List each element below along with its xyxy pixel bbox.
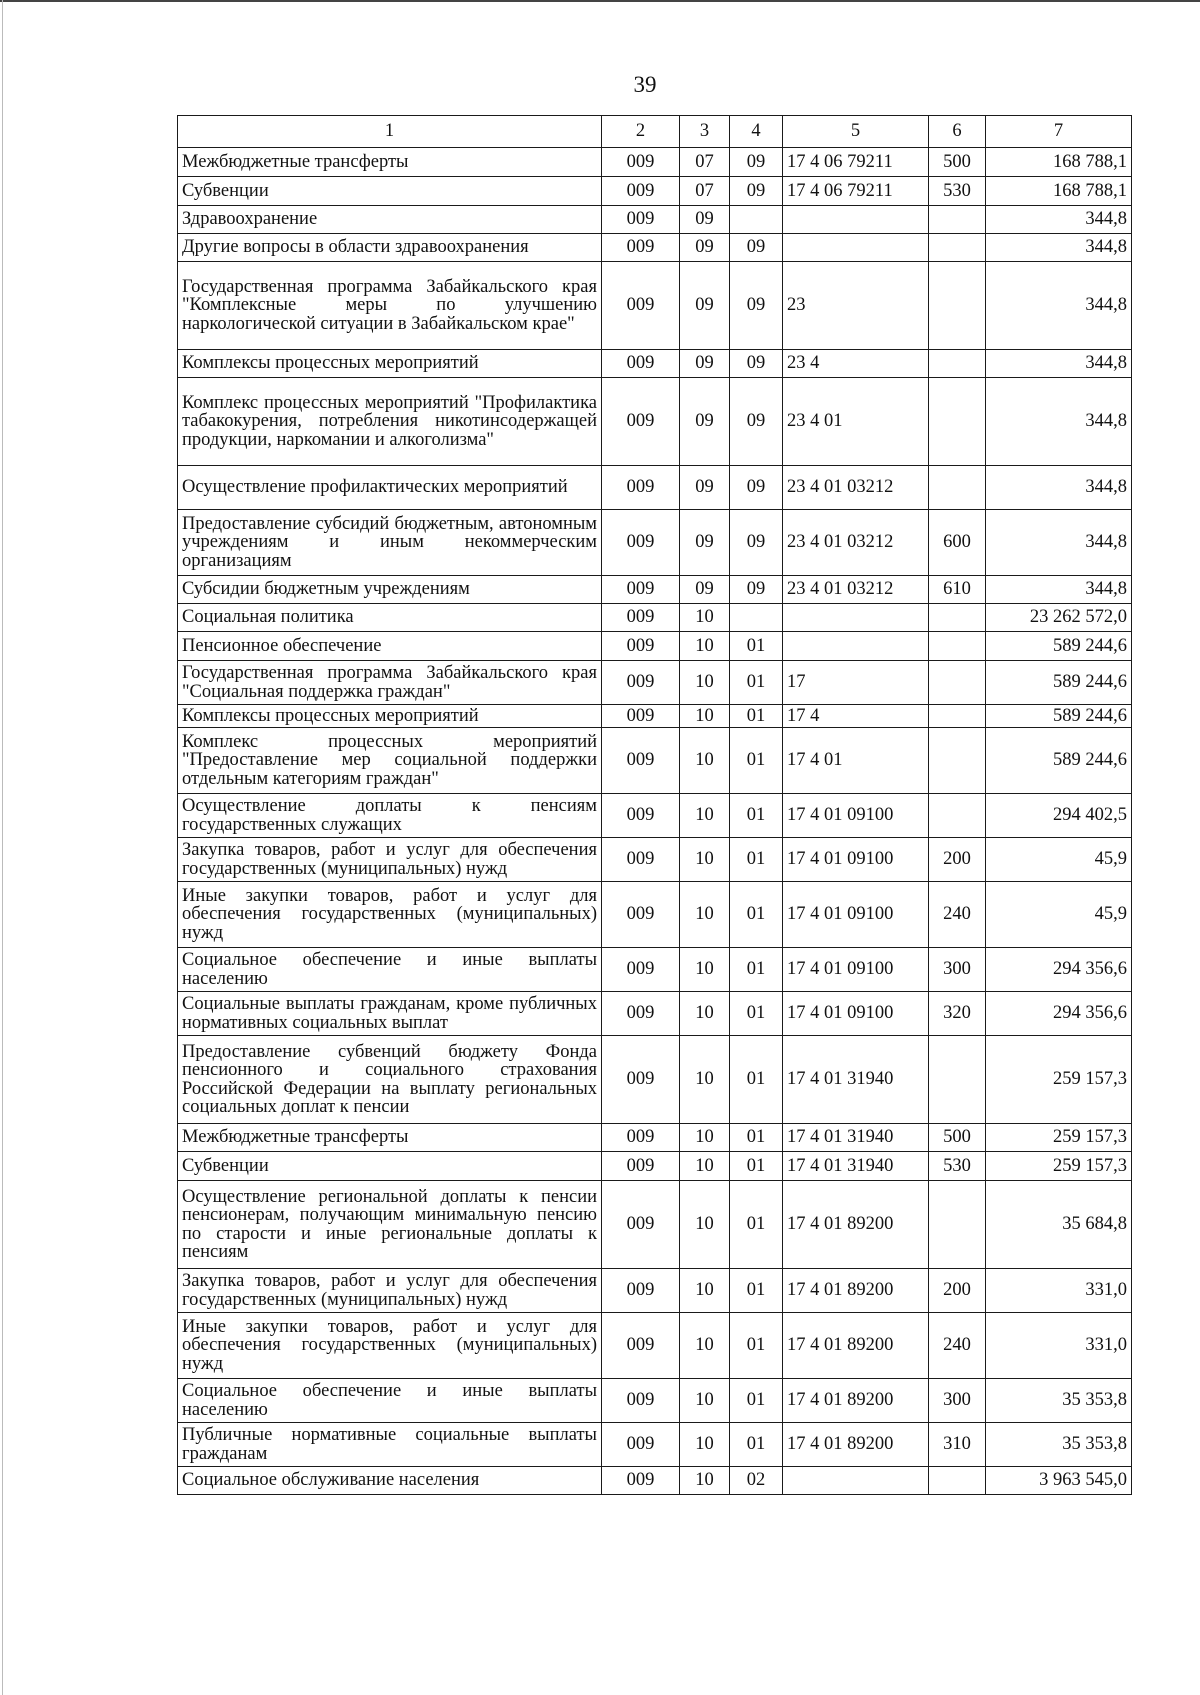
table-row <box>178 604 1132 632</box>
row-target-article-cell: 17 4 01 89200 <box>783 1181 929 1269</box>
table-row <box>178 838 1132 882</box>
row-amount-cell: 45,9 <box>986 838 1132 882</box>
table-row <box>178 705 1132 728</box>
row-target-article-cell: 17 4 01 89200 <box>783 1313 929 1379</box>
row-expense-type-cell: 310 <box>929 1423 986 1467</box>
row-target-article-cell: 17 4 01 09100 <box>783 992 929 1036</box>
row-amount-cell: 344,8 <box>986 234 1132 262</box>
row-amount-cell: 344,8 <box>986 350 1132 378</box>
row-admin-code-cell: 009 <box>602 1152 680 1181</box>
row-subsection-cell: 09 <box>730 234 783 262</box>
table-row <box>178 1379 1132 1423</box>
row-section-cell: 10 <box>680 1379 730 1423</box>
row-subsection-cell: 01 <box>730 1036 783 1124</box>
table-row <box>178 1269 1132 1313</box>
row-subsection-cell: 01 <box>730 1423 783 1467</box>
row-amount-cell: 35 684,8 <box>986 1181 1132 1269</box>
row-amount-cell: 344,8 <box>986 378 1132 466</box>
row-target-article-cell: 23 4 01 03212 <box>783 576 929 604</box>
row-subsection-cell: 01 <box>730 1152 783 1181</box>
scan-left-edge <box>2 0 3 1695</box>
row-name-cell: Комплекс процессных мероприятий "Профилактика табакокурения, потребления никотинсодержащей продукции, наркомании и алкоголизма" <box>178 378 602 466</box>
row-name-cell: Социальные выплаты гражданам, кроме публичных нормативных социальных выплат <box>178 992 602 1036</box>
row-admin-code-cell: 009 <box>602 350 680 378</box>
row-amount-cell: 331,0 <box>986 1313 1132 1379</box>
row-expense-type-cell: 200 <box>929 1269 986 1313</box>
row-admin-code-cell: 009 <box>602 510 680 576</box>
row-expense-type-cell: 240 <box>929 1313 986 1379</box>
row-amount-cell: 259 157,3 <box>986 1036 1132 1124</box>
column-header-3: 3 <box>680 116 730 148</box>
row-name-cell: Предоставление субсидий бюджетным, автономным учреждениям и иным некоммерческим организациям <box>178 510 602 576</box>
table-body <box>178 148 1132 1495</box>
row-section-cell: 10 <box>680 632 730 661</box>
row-target-article-cell: 17 <box>783 661 929 705</box>
row-name-cell: Социальная политика <box>178 604 602 632</box>
row-section-cell: 07 <box>680 148 730 177</box>
row-amount-cell: 344,8 <box>986 510 1132 576</box>
header-row <box>178 116 1132 148</box>
row-section-cell: 10 <box>680 728 730 794</box>
row-section-cell: 09 <box>680 262 730 350</box>
row-expense-type-cell: 500 <box>929 1124 986 1152</box>
row-admin-code-cell: 009 <box>602 838 680 882</box>
row-section-cell: 10 <box>680 1423 730 1467</box>
row-expense-type-cell <box>929 350 986 378</box>
row-admin-code-cell: 009 <box>602 1467 680 1495</box>
row-admin-code-cell: 009 <box>602 604 680 632</box>
row-amount-cell: 259 157,3 <box>986 1152 1132 1181</box>
row-expense-type-cell <box>929 1467 986 1495</box>
row-name-cell: Межбюджетные трансферты <box>178 1124 602 1152</box>
row-section-cell: 10 <box>680 604 730 632</box>
row-amount-cell: 344,8 <box>986 206 1132 234</box>
row-target-article-cell: 23 4 01 03212 <box>783 510 929 576</box>
row-name-cell: Государственная программа Забайкальского края "Комплексные меры по улучшению наркологической ситуации в Забайкальском крае" <box>178 262 602 350</box>
row-expense-type-cell <box>929 1036 986 1124</box>
row-admin-code-cell: 009 <box>602 1423 680 1467</box>
row-target-article-cell: 17 4 01 89200 <box>783 1423 929 1467</box>
row-admin-code-cell: 009 <box>602 234 680 262</box>
row-amount-cell: 294 402,5 <box>986 794 1132 838</box>
row-expense-type-cell <box>929 1181 986 1269</box>
row-subsection-cell: 01 <box>730 1124 783 1152</box>
row-section-cell: 09 <box>680 206 730 234</box>
row-section-cell: 10 <box>680 1152 730 1181</box>
row-target-article-cell: 23 4 01 03212 <box>783 466 929 510</box>
row-subsection-cell: 09 <box>730 177 783 206</box>
column-header-7: 7 <box>986 116 1132 148</box>
table-row <box>178 350 1132 378</box>
row-subsection-cell: 01 <box>730 1379 783 1423</box>
row-expense-type-cell: 300 <box>929 948 986 992</box>
row-section-cell: 10 <box>680 661 730 705</box>
row-subsection-cell: 01 <box>730 632 783 661</box>
row-name-cell: Осуществление региональной доплаты к пенсии пенсионерам, получающим минимальную пенсию по старости и иные региональные доплаты к пенсиям <box>178 1181 602 1269</box>
table-row <box>178 148 1132 177</box>
row-expense-type-cell <box>929 632 986 661</box>
column-header-5: 5 <box>783 116 929 148</box>
row-section-cell: 10 <box>680 882 730 948</box>
row-expense-type-cell: 610 <box>929 576 986 604</box>
row-target-article-cell: 17 4 01 09100 <box>783 882 929 948</box>
row-admin-code-cell: 009 <box>602 1269 680 1313</box>
row-section-cell: 10 <box>680 1269 730 1313</box>
table-row <box>178 206 1132 234</box>
row-subsection-cell: 01 <box>730 1181 783 1269</box>
table-row <box>178 992 1132 1036</box>
row-expense-type-cell: 320 <box>929 992 986 1036</box>
row-target-article-cell: 23 4 <box>783 350 929 378</box>
row-subsection-cell: 01 <box>730 882 783 948</box>
row-amount-cell: 294 356,6 <box>986 948 1132 992</box>
row-target-article-cell: 17 4 <box>783 705 929 728</box>
row-target-article-cell: 17 4 01 <box>783 728 929 794</box>
row-expense-type-cell <box>929 794 986 838</box>
row-admin-code-cell: 009 <box>602 1313 680 1379</box>
column-header-4: 4 <box>730 116 783 148</box>
row-subsection-cell: 09 <box>730 576 783 604</box>
column-header-1: 1 <box>178 116 602 148</box>
row-subsection-cell: 02 <box>730 1467 783 1495</box>
row-name-cell: Субвенции <box>178 177 602 206</box>
table-row <box>178 1124 1132 1152</box>
column-header-6: 6 <box>929 116 986 148</box>
row-subsection-cell: 09 <box>730 148 783 177</box>
row-section-cell: 09 <box>680 510 730 576</box>
table-row <box>178 466 1132 510</box>
row-subsection-cell: 01 <box>730 705 783 728</box>
row-target-article-cell: 17 4 06 79211 <box>783 148 929 177</box>
row-amount-cell: 35 353,8 <box>986 1379 1132 1423</box>
row-name-cell: Государственная программа Забайкальского края "Социальная поддержка граждан" <box>178 661 602 705</box>
table-row <box>178 1181 1132 1269</box>
row-section-cell: 07 <box>680 177 730 206</box>
row-name-cell: Иные закупки товаров, работ и услуг для обеспечения государственных (муниципальных) нужд <box>178 1313 602 1379</box>
row-subsection-cell: 01 <box>730 794 783 838</box>
row-subsection-cell: 01 <box>730 728 783 794</box>
row-admin-code-cell: 009 <box>602 728 680 794</box>
row-subsection-cell: 09 <box>730 510 783 576</box>
row-admin-code-cell: 009 <box>602 148 680 177</box>
table-row <box>178 1036 1132 1124</box>
row-expense-type-cell <box>929 661 986 705</box>
column-header-2: 2 <box>602 116 680 148</box>
row-subsection-cell: 09 <box>730 262 783 350</box>
row-name-cell: Закупка товаров, работ и услуг для обеспечения государственных (муниципальных) нужд <box>178 1269 602 1313</box>
row-expense-type-cell: 500 <box>929 148 986 177</box>
row-amount-cell: 23 262 572,0 <box>986 604 1132 632</box>
row-name-cell: Комплексы процессных мероприятий <box>178 350 602 378</box>
row-name-cell: Комплексы процессных мероприятий <box>178 705 602 728</box>
row-name-cell: Субвенции <box>178 1152 602 1181</box>
row-expense-type-cell: 240 <box>929 882 986 948</box>
table-row <box>178 948 1132 992</box>
row-target-article-cell: 17 4 01 31940 <box>783 1152 929 1181</box>
row-target-article-cell: 17 4 01 31940 <box>783 1036 929 1124</box>
row-section-cell: 10 <box>680 1124 730 1152</box>
scan-top-edge <box>0 0 1200 2</box>
table-row <box>178 234 1132 262</box>
row-admin-code-cell: 009 <box>602 262 680 350</box>
row-section-cell: 10 <box>680 992 730 1036</box>
row-section-cell: 10 <box>680 838 730 882</box>
row-subsection-cell: 09 <box>730 350 783 378</box>
row-admin-code-cell: 009 <box>602 882 680 948</box>
row-expense-type-cell: 530 <box>929 1152 986 1181</box>
table-row <box>178 661 1132 705</box>
row-section-cell: 09 <box>680 576 730 604</box>
row-section-cell: 10 <box>680 1313 730 1379</box>
row-expense-type-cell <box>929 378 986 466</box>
row-amount-cell: 35 353,8 <box>986 1423 1132 1467</box>
row-admin-code-cell: 009 <box>602 632 680 661</box>
row-subsection-cell: 01 <box>730 992 783 1036</box>
row-target-article-cell <box>783 632 929 661</box>
row-name-cell: Иные закупки товаров, работ и услуг для обеспечения государственных (муниципальных) нужд <box>178 882 602 948</box>
row-subsection-cell <box>730 604 783 632</box>
row-section-cell: 09 <box>680 378 730 466</box>
row-subsection-cell: 01 <box>730 838 783 882</box>
row-amount-cell: 589 244,6 <box>986 728 1132 794</box>
row-subsection-cell: 09 <box>730 466 783 510</box>
page-number: 39 <box>633 72 657 97</box>
row-name-cell: Социальное обеспечение и иные выплаты населению <box>178 1379 602 1423</box>
row-target-article-cell: 23 <box>783 262 929 350</box>
row-expense-type-cell <box>929 728 986 794</box>
row-name-cell: Здравоохранение <box>178 206 602 234</box>
row-section-cell: 10 <box>680 1181 730 1269</box>
row-section-cell: 10 <box>680 794 730 838</box>
row-section-cell: 10 <box>680 948 730 992</box>
row-name-cell: Закупка товаров, работ и услуг для обеспечения государственных (муниципальных) нужд <box>178 838 602 882</box>
row-subsection-cell: 01 <box>730 1313 783 1379</box>
row-amount-cell: 168 788,1 <box>986 177 1132 206</box>
row-admin-code-cell: 009 <box>602 206 680 234</box>
row-subsection-cell: 01 <box>730 661 783 705</box>
row-section-cell: 10 <box>680 1467 730 1495</box>
row-admin-code-cell: 009 <box>602 466 680 510</box>
row-amount-cell: 344,8 <box>986 262 1132 350</box>
row-name-cell: Комплекс процессных мероприятий "Предоставление мер социальной поддержки отдельным категориям граждан" <box>178 728 602 794</box>
table-row <box>178 1313 1132 1379</box>
row-section-cell: 10 <box>680 705 730 728</box>
row-expense-type-cell <box>929 466 986 510</box>
row-target-article-cell: 17 4 01 89200 <box>783 1379 929 1423</box>
table-row <box>178 882 1132 948</box>
row-expense-type-cell <box>929 234 986 262</box>
row-admin-code-cell: 009 <box>602 794 680 838</box>
row-name-cell: Осуществление доплаты к пенсиям государственных служащих <box>178 794 602 838</box>
row-name-cell: Публичные нормативные социальные выплаты гражданам <box>178 1423 602 1467</box>
row-admin-code-cell: 009 <box>602 661 680 705</box>
row-target-article-cell: 17 4 06 79211 <box>783 177 929 206</box>
row-amount-cell: 168 788,1 <box>986 148 1132 177</box>
row-subsection-cell: 01 <box>730 1269 783 1313</box>
table-row <box>178 794 1132 838</box>
table-row <box>178 1423 1132 1467</box>
row-target-article-cell: 17 4 01 09100 <box>783 838 929 882</box>
row-admin-code-cell: 009 <box>602 1181 680 1269</box>
row-section-cell: 09 <box>680 466 730 510</box>
row-target-article-cell <box>783 1467 929 1495</box>
row-subsection-cell: 09 <box>730 378 783 466</box>
row-amount-cell: 589 244,6 <box>986 632 1132 661</box>
row-name-cell: Предоставление субвенций бюджету Фонда пенсионного и социального страхования Российской Федерации на выплату региональных социальных доплат к пенсии <box>178 1036 602 1124</box>
row-name-cell: Субсидии бюджетным учреждениям <box>178 576 602 604</box>
row-expense-type-cell: 600 <box>929 510 986 576</box>
row-expense-type-cell <box>929 262 986 350</box>
table-row <box>178 1467 1132 1495</box>
row-target-article-cell: 17 4 01 09100 <box>783 948 929 992</box>
row-section-cell: 10 <box>680 1036 730 1124</box>
row-subsection-cell <box>730 206 783 234</box>
row-expense-type-cell: 200 <box>929 838 986 882</box>
row-amount-cell: 589 244,6 <box>986 705 1132 728</box>
row-name-cell: Пенсионное обеспечение <box>178 632 602 661</box>
row-target-article-cell <box>783 234 929 262</box>
row-expense-type-cell <box>929 206 986 234</box>
table-row <box>178 632 1132 661</box>
row-target-article-cell: 17 4 01 31940 <box>783 1124 929 1152</box>
row-target-article-cell <box>783 604 929 632</box>
row-amount-cell: 3 963 545,0 <box>986 1467 1132 1495</box>
row-amount-cell: 259 157,3 <box>986 1124 1132 1152</box>
row-admin-code-cell: 009 <box>602 1124 680 1152</box>
row-name-cell: Осуществление профилактических мероприятий <box>178 466 602 510</box>
table-row <box>178 378 1132 466</box>
row-name-cell: Социальное обеспечение и иные выплаты населению <box>178 948 602 992</box>
table-row <box>178 262 1132 350</box>
row-admin-code-cell: 009 <box>602 576 680 604</box>
row-amount-cell: 331,0 <box>986 1269 1132 1313</box>
table-row <box>178 576 1132 604</box>
row-admin-code-cell: 009 <box>602 1379 680 1423</box>
row-admin-code-cell: 009 <box>602 1036 680 1124</box>
row-amount-cell: 589 244,6 <box>986 661 1132 705</box>
row-name-cell: Социальное обслуживание населения <box>178 1467 602 1495</box>
row-admin-code-cell: 009 <box>602 992 680 1036</box>
row-admin-code-cell: 009 <box>602 378 680 466</box>
row-amount-cell: 344,8 <box>986 466 1132 510</box>
row-target-article-cell: 17 4 01 89200 <box>783 1269 929 1313</box>
row-target-article-cell <box>783 206 929 234</box>
row-expense-type-cell <box>929 604 986 632</box>
row-expense-type-cell: 300 <box>929 1379 986 1423</box>
row-subsection-cell: 01 <box>730 948 783 992</box>
row-amount-cell: 45,9 <box>986 882 1132 948</box>
row-admin-code-cell: 009 <box>602 177 680 206</box>
table-row <box>178 1152 1132 1181</box>
row-admin-code-cell: 009 <box>602 705 680 728</box>
row-expense-type-cell: 530 <box>929 177 986 206</box>
row-target-article-cell: 23 4 01 <box>783 378 929 466</box>
row-expense-type-cell <box>929 705 986 728</box>
row-target-article-cell: 17 4 01 09100 <box>783 794 929 838</box>
row-name-cell: Межбюджетные трансферты <box>178 148 602 177</box>
table-row <box>178 510 1132 576</box>
row-admin-code-cell: 009 <box>602 948 680 992</box>
row-section-cell: 09 <box>680 234 730 262</box>
table-row <box>178 177 1132 206</box>
row-amount-cell: 294 356,6 <box>986 992 1132 1036</box>
row-amount-cell: 344,8 <box>986 576 1132 604</box>
budget-table <box>177 115 1132 1495</box>
row-name-cell: Другие вопросы в области здравоохранения <box>178 234 602 262</box>
row-section-cell: 09 <box>680 350 730 378</box>
table-row <box>178 728 1132 794</box>
